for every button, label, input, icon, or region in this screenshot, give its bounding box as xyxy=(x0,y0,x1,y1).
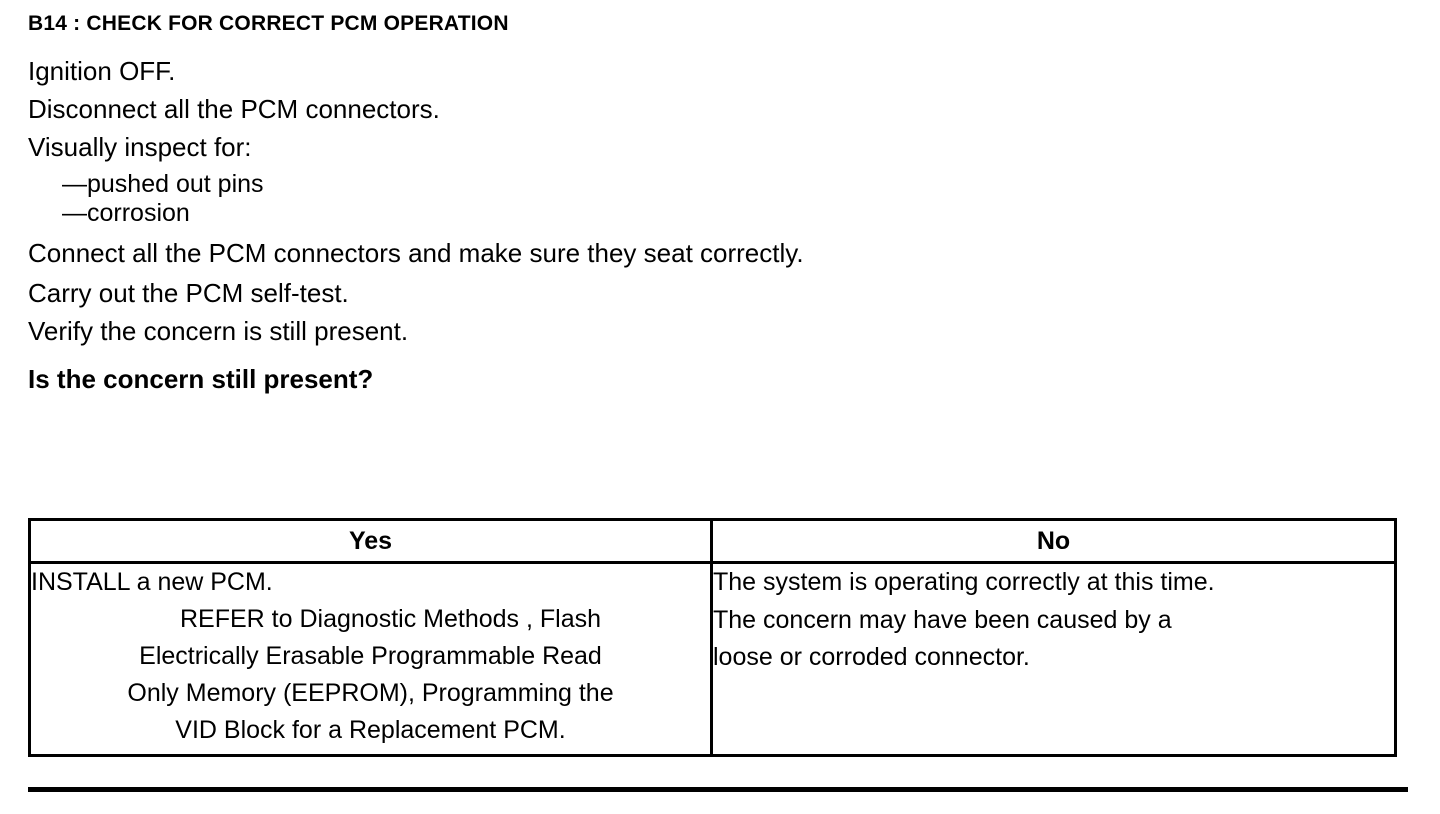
answer-table xyxy=(28,518,1397,757)
answer-cell-no xyxy=(712,563,1396,756)
answer-line: The concern may have been caused by a xyxy=(713,605,1172,634)
answer-line: Electrically Erasable Programmable Read xyxy=(139,642,602,670)
footer-divider xyxy=(28,787,1408,792)
answer-line: VID Block for a Replacement PCM. xyxy=(175,716,566,744)
instruction-line: Carry out the PCM self-test. xyxy=(28,278,349,308)
instruction-list xyxy=(28,58,1408,404)
instruction-line: Verify the concern is still present. xyxy=(28,316,409,346)
answer-line: Only Memory (EEPROM), Programming the xyxy=(127,679,614,707)
answer-line: INSTALL a new PCM. xyxy=(31,568,273,596)
decision-question: Is the concern still present? xyxy=(28,364,374,394)
instruction-line: Disconnect all the PCM connectors. xyxy=(28,94,440,124)
table-row xyxy=(30,563,1396,756)
answer-cell-yes xyxy=(30,563,712,756)
column-header-yes: Yes xyxy=(30,520,712,563)
column-header-no: No xyxy=(712,520,1396,563)
table-header-row xyxy=(30,520,1396,563)
answer-line: REFER to Diagnostic Methods , Flash xyxy=(180,605,601,633)
instruction-subitem: —pushed out pins xyxy=(62,170,264,198)
instruction-line: Ignition OFF. xyxy=(28,56,176,86)
instruction-subitem: —corrosion xyxy=(62,199,190,227)
answer-line: The system is operating correctly at this time. xyxy=(713,568,1215,596)
instruction-line: Connect all the PCM connectors and make sure they seat correctly. xyxy=(28,238,804,268)
instruction-line: Visually inspect for: xyxy=(28,132,252,162)
answer-line: loose or corroded connector. xyxy=(713,643,1030,671)
page-title: B14 : CHECK FOR CORRECT PCM OPERATION xyxy=(28,12,509,35)
